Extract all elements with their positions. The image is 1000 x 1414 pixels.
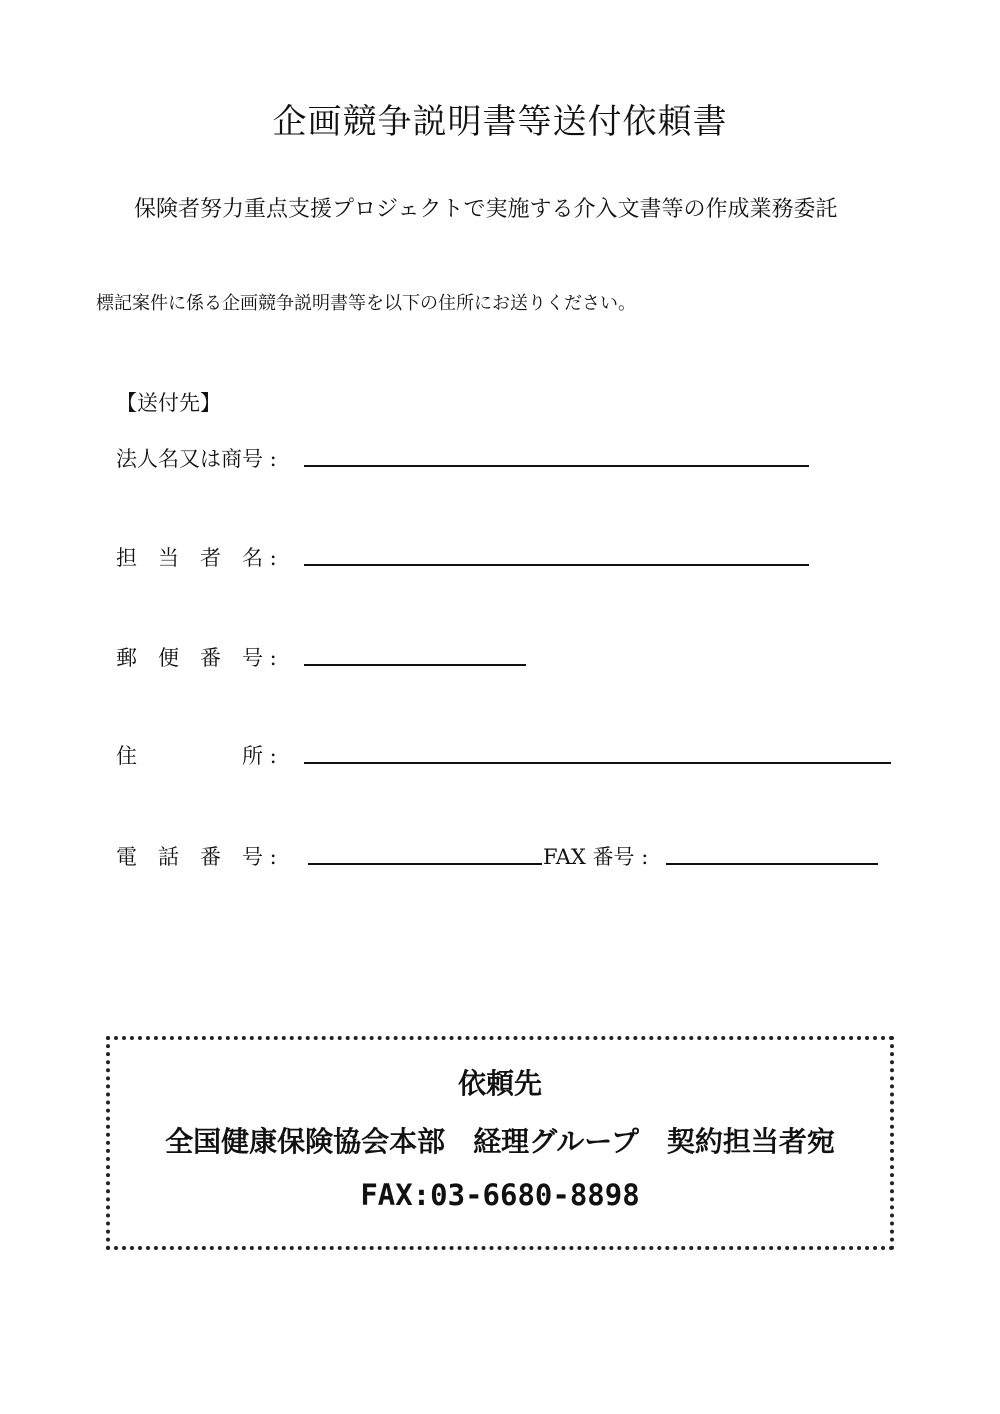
request-box — [106, 1036, 894, 1250]
address-label: 住 所 : — [116, 744, 277, 768]
phone-label: 電 話 番 号 : — [116, 845, 277, 869]
request-box-heading: 依頼先 — [457, 1067, 542, 1100]
request-box-fax: FAX:03-6680-8898 — [360, 1178, 640, 1212]
fax-label: FAX 番号 : — [543, 845, 649, 869]
intro-text: 標記案件に係る企画競争説明書等を以下の住所にお送りください。 — [96, 293, 636, 314]
company-label: 法人名又は商号 : — [116, 447, 277, 471]
postal-code-label: 郵 便 番 号 : — [116, 646, 277, 670]
phone-field-line[interactable] — [308, 863, 542, 865]
destination-heading: 【送付先】 — [116, 391, 221, 415]
contact-person-label: 担 当 者 名 : — [116, 546, 277, 570]
company-field-line[interactable] — [304, 465, 809, 467]
document-title: 企画競争説明書等送付依頼書 — [272, 102, 728, 142]
request-box-recipient: 全国健康保険協会本部 経理グループ 契約担当者宛 — [165, 1125, 835, 1158]
postal-code-field-line[interactable] — [304, 664, 526, 666]
contact-person-field-line[interactable] — [304, 564, 809, 566]
document-subtitle: 保険者努力重点支援プロジェクトで実施する介入文書等の作成業務委託 — [134, 197, 838, 222]
address-field-line[interactable] — [304, 762, 891, 764]
fax-field-line[interactable] — [666, 863, 878, 865]
